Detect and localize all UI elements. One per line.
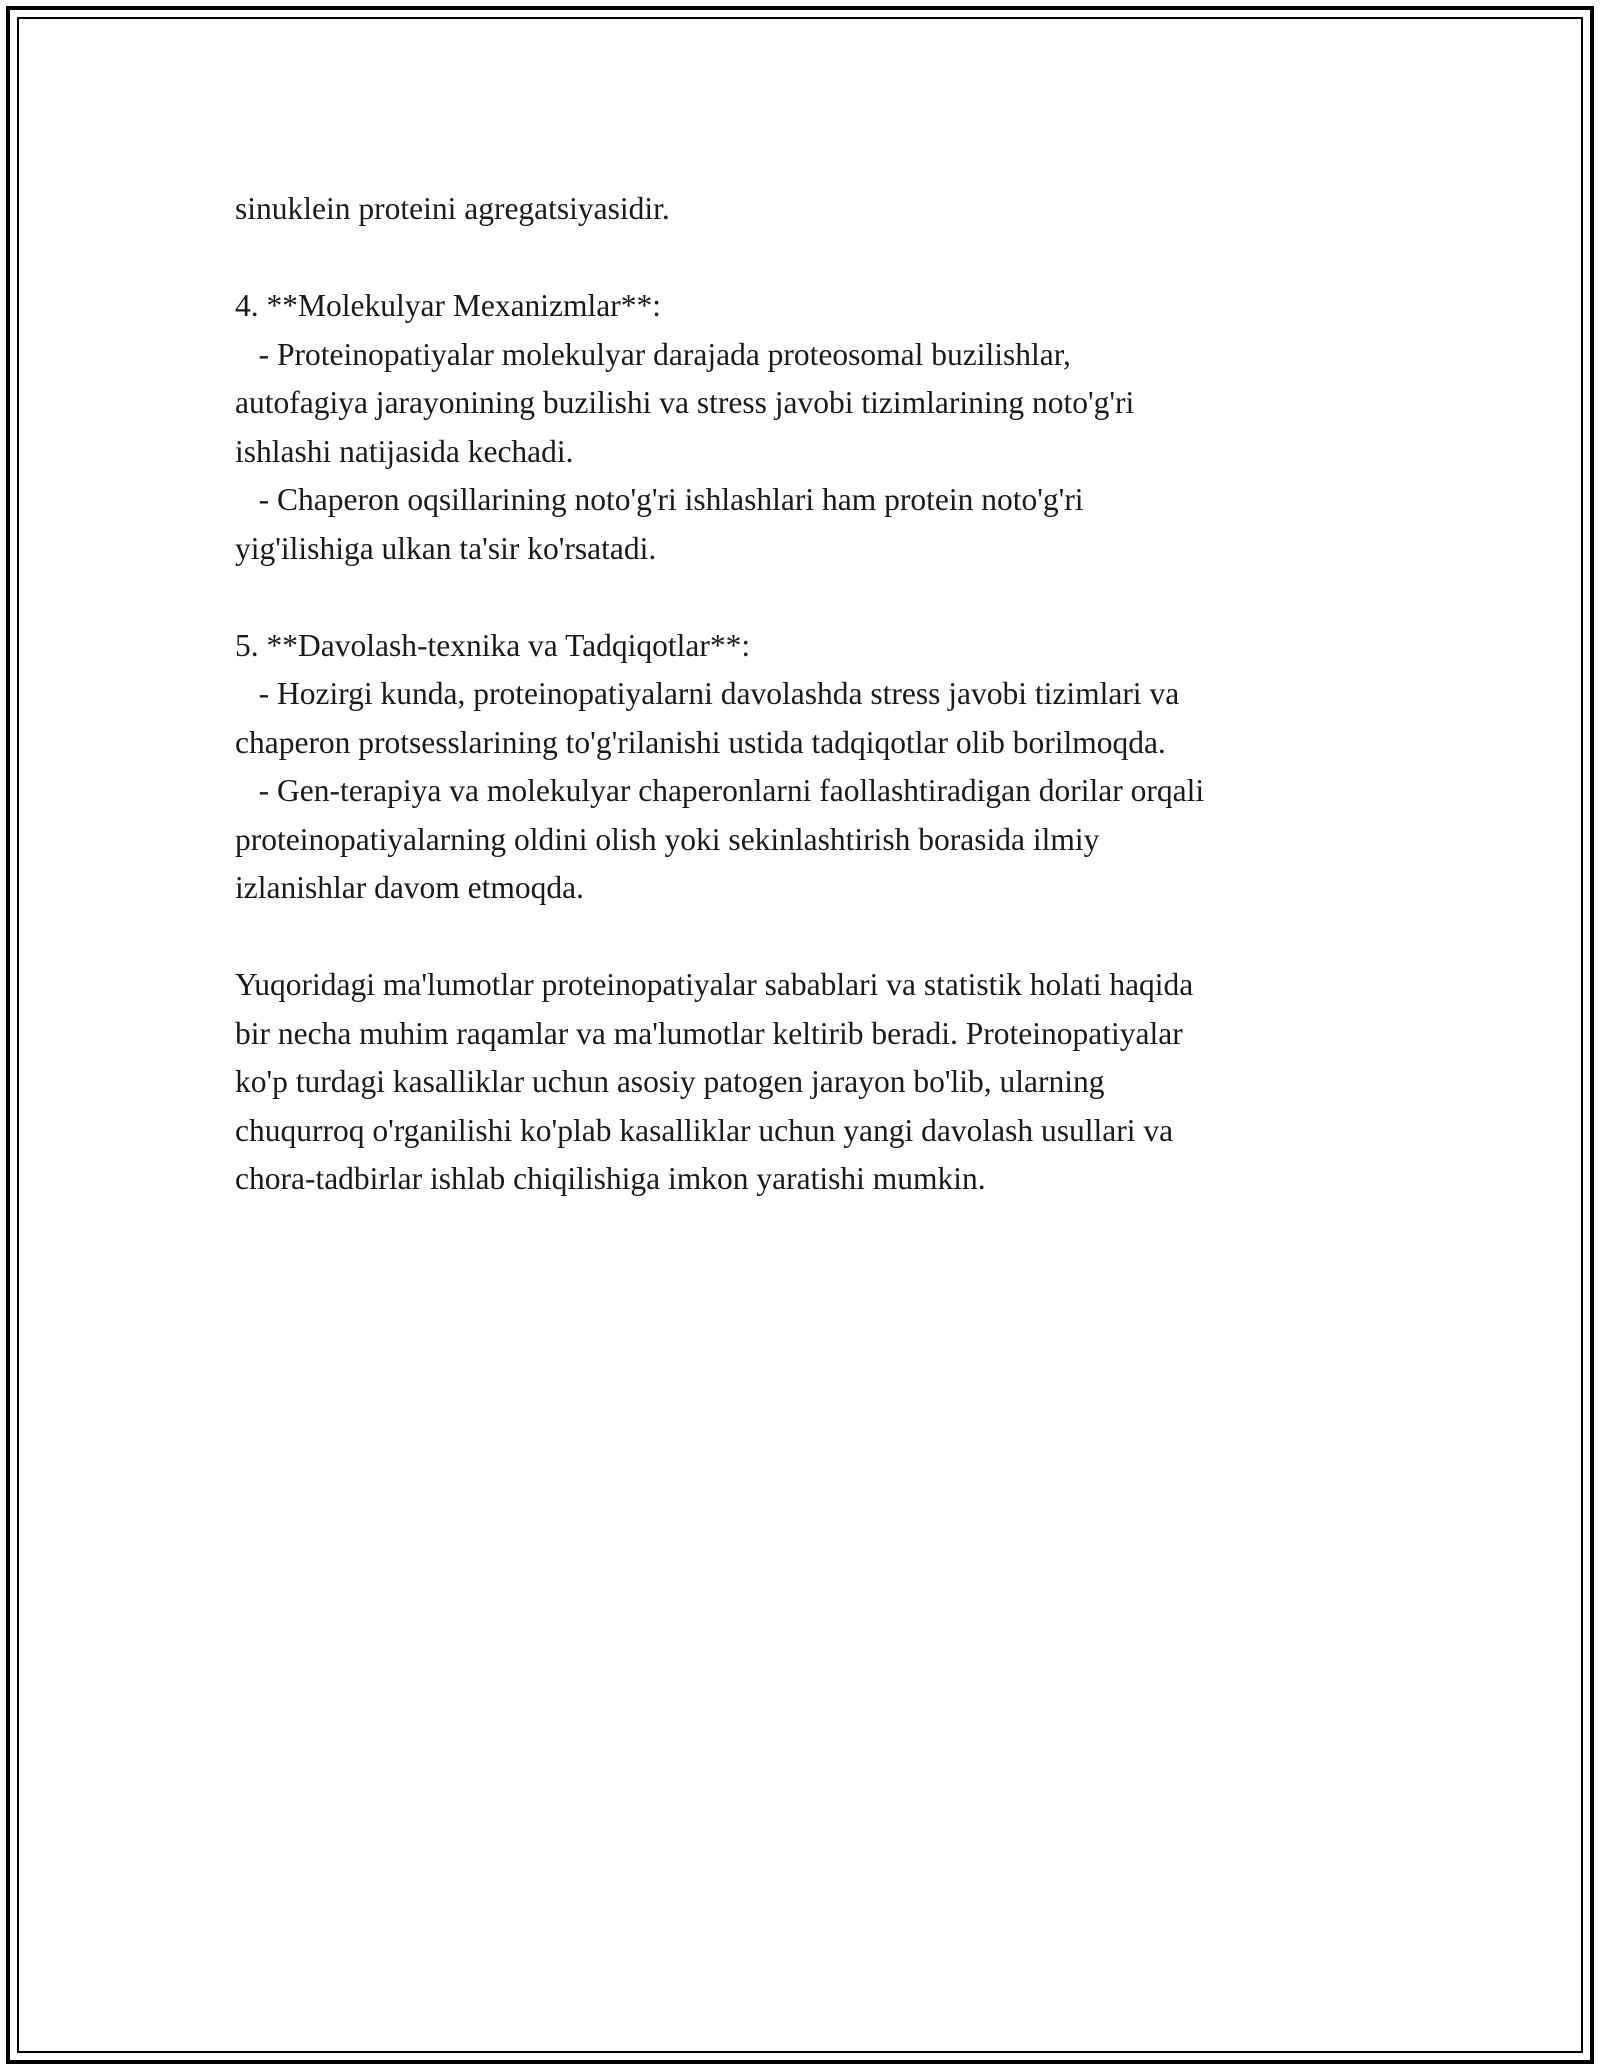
text-line: autofagiya jarayonining buzilishi va stress javobi tizimlarining noto'g'ri — [235, 385, 1135, 420]
text-line: - Proteinopatiyalar molekulyar darajada proteosomal buzilishlar, — [235, 336, 1071, 372]
text-line: - Chaperon oqsillarining noto'g'ri ishlashlari ham protein noto'g'ri — [235, 482, 1084, 517]
text-line: ishlashi natijasida kechadi. — [235, 433, 574, 469]
text-line: ko'p turdagi kasalliklar uchun asosiy patogen jarayon bo'lib, ularning — [235, 1064, 1105, 1099]
text-line: - Gen-terapiya va molekulyar chaperonlarni faollashtiradigan dorilar orqali — [235, 773, 1205, 808]
text-line: - Hozirgi kunda, proteinopatiyalarni davolashda stress javobi tizimlari va — [235, 676, 1180, 711]
document-body — [235, 185, 1395, 1204]
blank-line — [235, 573, 1395, 622]
text-line: chuqurroq o'rganilishi ko'plab kasalliklar uchun yangi davolash usullari va — [235, 1112, 1174, 1148]
text-line: proteinopatiyalarning oldini olish yoki sekinlashtirish borasida ilmiy — [235, 821, 1100, 857]
text-line: chaperon protsesslarining to'g'rilanishi ustida tadqiqotlar olib borilmoqda. — [235, 724, 1166, 760]
blank-line — [235, 913, 1395, 962]
section-heading: 4. **Molekulyar Mexanizmlar**: — [235, 288, 662, 323]
section-heading: 5. **Davolash-texnika va Tadqiqotlar**: — [235, 627, 751, 663]
blank-line — [235, 234, 1395, 283]
text-line: chora-tadbirlar ishlab chiqilishiga imkon yaratishi mumkin. — [235, 1161, 986, 1196]
text-line: bir necha muhim raqamlar va ma'lumotlar keltirib beradi. Proteinopatiyalar — [235, 1015, 1183, 1051]
text-line: sinuklein proteini agregatsiyasidir. — [235, 191, 670, 226]
text-line: Yuqoridagi ma'lumotlar proteinopatiyalar sabablari va statistik holati haqida — [235, 967, 1194, 1002]
text-line: yig'ilishiga ulkan ta'sir ko'rsatadi. — [235, 530, 657, 566]
text-line: izlanishlar davom etmoqda. — [235, 870, 585, 905]
